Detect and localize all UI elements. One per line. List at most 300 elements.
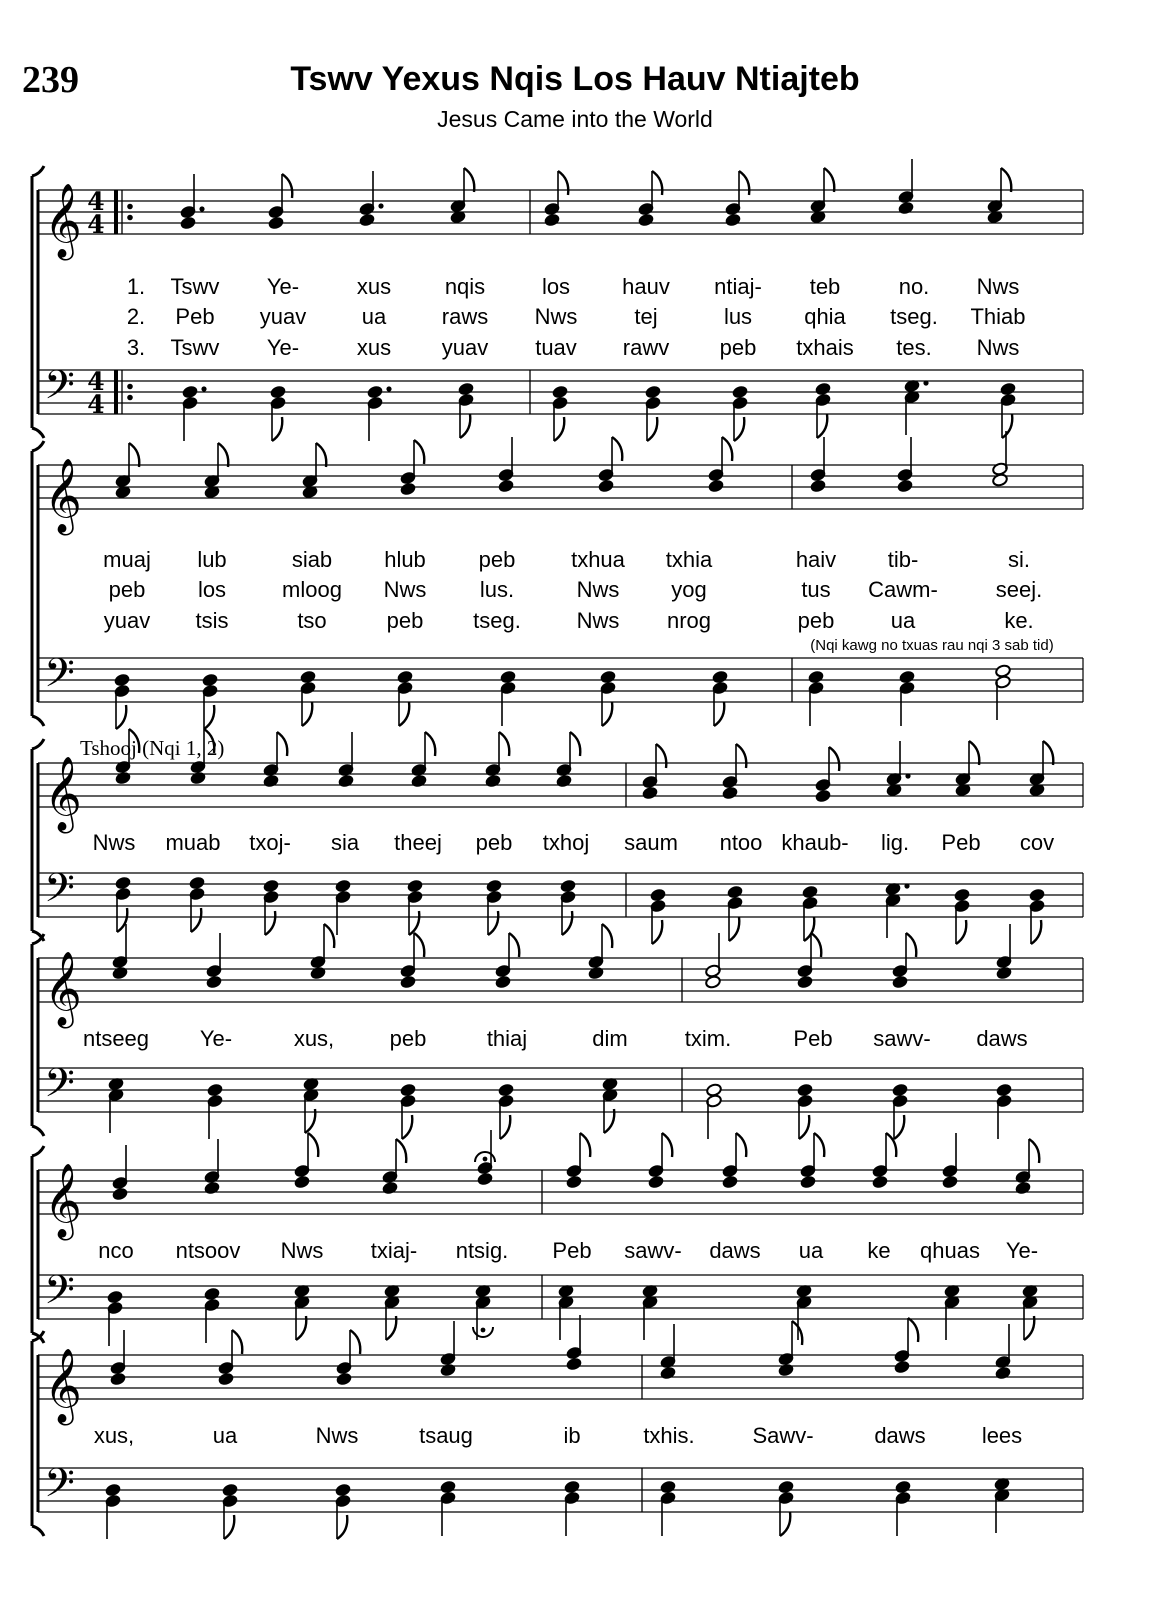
dot <box>904 883 909 888</box>
lyric-syllable: yuav <box>441 335 489 360</box>
lyric-syllable: xus <box>356 335 392 360</box>
note <box>189 876 206 932</box>
flag <box>824 168 834 192</box>
notehead <box>115 876 132 890</box>
flag <box>116 705 126 729</box>
lyric-syllable: ke <box>867 1238 891 1263</box>
lyric-syllable: ua <box>890 608 916 633</box>
note <box>338 732 355 788</box>
note <box>566 1315 583 1371</box>
note <box>400 933 425 989</box>
hymn-title: Tswv Yexus Nqis Los Hauv Ntiajteb <box>290 60 860 98</box>
notehead <box>800 1175 817 1189</box>
notehead <box>335 879 352 893</box>
lyric-syllable: Peb <box>552 1238 592 1263</box>
notehead <box>638 213 655 227</box>
note <box>706 1083 723 1139</box>
note <box>899 670 916 726</box>
note <box>107 1290 124 1346</box>
notehead <box>114 673 131 687</box>
note <box>898 159 915 215</box>
note <box>115 443 140 499</box>
lyric-syllable: lees <box>981 1423 1023 1448</box>
notehead <box>810 479 827 493</box>
lyric-syllable: ntiaj- <box>714 274 762 299</box>
bass-clef: 𝄢 <box>44 362 75 418</box>
flag <box>656 744 666 768</box>
note <box>263 732 288 788</box>
note <box>294 1284 311 1340</box>
lyric-syllable: peb <box>478 547 516 572</box>
lyric-syllable: peb <box>475 830 513 855</box>
lyric-syllable: tuav <box>535 335 577 360</box>
note <box>992 431 1009 487</box>
lyric-syllable: Nws <box>280 1238 324 1263</box>
flag <box>302 702 312 726</box>
notehead <box>556 774 573 788</box>
notehead <box>897 479 914 493</box>
flag <box>811 933 821 957</box>
lyric-syllable: los <box>541 274 571 299</box>
bass-clef: 𝄢 <box>44 1460 75 1516</box>
note <box>892 933 917 989</box>
flag <box>414 440 424 464</box>
notehead <box>778 1363 795 1377</box>
lyric-syllable: tsaug <box>419 1423 473 1448</box>
note <box>112 924 129 980</box>
flag <box>906 933 916 957</box>
repeat-dot <box>127 395 133 401</box>
flag <box>804 917 814 941</box>
lyric-syllable: lig. <box>880 830 910 855</box>
flag <box>129 443 139 467</box>
lyric-syllable: 1. <box>126 274 146 299</box>
notehead <box>105 1483 122 1497</box>
notehead <box>400 975 417 989</box>
flag <box>814 1133 824 1157</box>
bass-clef: 𝄢 <box>44 1267 75 1323</box>
note <box>268 174 293 230</box>
lyric-syllable: txhia <box>665 547 713 572</box>
lyric-syllable: yuav <box>103 608 151 633</box>
notehead <box>218 1372 235 1386</box>
lyric-syllable: Peb <box>941 830 981 855</box>
note <box>397 670 414 726</box>
note <box>588 924 613 980</box>
notehead <box>564 1480 581 1494</box>
note <box>105 1483 122 1539</box>
lyric-syllable: tsis <box>195 608 229 633</box>
notehead <box>112 1187 129 1201</box>
note <box>204 1139 221 1195</box>
notehead <box>995 1366 1012 1380</box>
notehead <box>942 1175 959 1189</box>
notehead <box>486 879 503 893</box>
notehead <box>797 1083 814 1097</box>
note <box>450 168 475 224</box>
note <box>558 1284 575 1340</box>
dot <box>199 206 204 211</box>
note <box>407 879 424 935</box>
notehead <box>206 975 223 989</box>
note <box>495 933 520 989</box>
notehead <box>898 201 915 215</box>
lyric-syllable: hlub <box>384 547 426 572</box>
flag <box>204 705 214 729</box>
note <box>602 1077 619 1133</box>
notehead <box>566 1175 583 1189</box>
note <box>1029 741 1054 797</box>
lyric-syllable: rawv <box>622 335 670 360</box>
flag <box>282 174 292 198</box>
lyric-syllable: peb <box>389 1026 427 1051</box>
note <box>797 933 822 989</box>
note <box>705 933 722 989</box>
lyric-syllable: mloog <box>282 577 342 602</box>
system-3 <box>32 736 1054 941</box>
note <box>204 1287 221 1343</box>
system-6 <box>32 1331 1022 1536</box>
lyric-syllable: theej <box>394 830 442 855</box>
flag <box>562 911 572 935</box>
note <box>1022 1284 1039 1340</box>
lyric-syllable: teb <box>809 274 841 299</box>
note <box>115 876 132 932</box>
notehead <box>660 1366 677 1380</box>
note <box>485 732 510 788</box>
notehead <box>650 888 667 902</box>
treble-clef: 𝄞 <box>44 1349 82 1423</box>
lyric-syllable: peb <box>797 608 835 633</box>
flag <box>324 924 334 948</box>
note <box>440 1321 457 1377</box>
note <box>206 933 223 989</box>
notehead <box>544 213 561 227</box>
flag <box>792 1321 802 1345</box>
lyric-syllable: txhais <box>796 335 854 360</box>
note <box>954 888 971 944</box>
notehead <box>400 1083 417 1097</box>
notehead <box>336 1372 353 1386</box>
note <box>263 879 280 935</box>
flag <box>956 920 966 944</box>
lyric-syllable: muab <box>165 830 221 855</box>
flag <box>218 443 228 467</box>
flag <box>570 732 580 756</box>
notehead <box>397 670 414 684</box>
fermata-dot <box>483 1157 488 1162</box>
note <box>335 1483 352 1539</box>
notehead <box>411 774 428 788</box>
flag <box>1029 1139 1039 1163</box>
note <box>796 1284 813 1340</box>
note <box>778 1480 795 1536</box>
lyric-syllable: cov <box>1019 830 1055 855</box>
note <box>180 174 205 230</box>
notehead <box>204 1287 221 1301</box>
note <box>382 1139 407 1195</box>
note <box>778 1321 803 1377</box>
flag <box>308 1133 318 1157</box>
note <box>722 744 747 800</box>
lyric-syllable: ntseeg <box>82 1026 150 1051</box>
flag <box>414 933 424 957</box>
flag <box>829 747 839 771</box>
lyric-syllable: lub <box>197 547 227 572</box>
flag <box>1002 414 1012 438</box>
flag <box>734 417 744 441</box>
lyric-syllable: yog <box>671 577 707 602</box>
note <box>114 673 131 729</box>
lyric-syllable: los <box>197 577 227 602</box>
note <box>552 385 569 441</box>
note <box>642 744 667 800</box>
flag <box>554 417 564 441</box>
notehead <box>189 876 206 890</box>
notehead <box>954 888 971 902</box>
flag <box>647 417 657 441</box>
flag <box>499 732 509 756</box>
note <box>996 924 1013 980</box>
lyric-syllable: tej <box>634 304 658 329</box>
note <box>222 1483 239 1539</box>
lyric-syllable: lus. <box>479 577 515 602</box>
note <box>498 1083 515 1139</box>
flag <box>969 741 979 765</box>
lyric-syllable: txhua <box>571 547 625 572</box>
dot <box>201 386 206 391</box>
time-signature-bottom: 4 <box>87 210 105 239</box>
notehead <box>722 786 739 800</box>
lyric-syllable: Sawv- <box>752 1423 814 1448</box>
flag <box>799 1115 809 1139</box>
flag <box>817 414 827 438</box>
flag <box>488 911 498 935</box>
dot <box>905 773 910 778</box>
note <box>885 882 910 938</box>
lyric-syllable: xus, <box>93 1423 135 1448</box>
note <box>815 382 832 438</box>
flag <box>272 417 282 441</box>
bass-staff <box>38 650 1083 706</box>
lyric-syllable: Ye- <box>266 335 300 360</box>
notehead <box>263 879 280 893</box>
note <box>270 385 287 441</box>
lyric-syllable: Thiab <box>970 304 1026 329</box>
note <box>302 443 327 499</box>
note <box>367 385 392 441</box>
note <box>108 1077 125 1133</box>
notehead <box>382 1181 399 1195</box>
note <box>112 1145 129 1201</box>
notehead <box>500 670 517 684</box>
note <box>560 879 577 935</box>
note <box>1015 1139 1040 1195</box>
notehead <box>182 385 199 399</box>
performance-note: (Nqi kawg no txuas rau nqi 3 sab tid) <box>810 637 1054 654</box>
notehead <box>107 1290 124 1304</box>
notehead <box>727 885 744 899</box>
flag <box>736 1133 746 1157</box>
flag <box>602 702 612 726</box>
flag <box>396 1139 406 1163</box>
flag <box>460 414 470 438</box>
flag <box>612 437 622 461</box>
note <box>411 732 436 788</box>
flag <box>500 1115 510 1139</box>
note <box>892 1083 909 1139</box>
flag <box>602 924 612 948</box>
flag <box>1001 168 1011 192</box>
lyric-syllable: Nws <box>576 608 620 633</box>
lyric-syllable: Cawm- <box>868 577 938 602</box>
lyric-syllable: no. <box>898 274 930 299</box>
note <box>486 879 503 935</box>
notehead <box>440 1363 457 1377</box>
note <box>544 171 569 227</box>
note <box>182 385 207 441</box>
bass-clef: 𝄢 <box>44 1060 75 1116</box>
notehead <box>222 1483 239 1497</box>
note <box>987 168 1012 224</box>
flag <box>580 1133 590 1157</box>
notehead <box>996 966 1013 980</box>
notehead <box>1015 1181 1032 1195</box>
lyric-syllable: tseg. <box>890 304 938 329</box>
flag <box>425 732 435 756</box>
notehead <box>872 1175 889 1189</box>
notehead <box>722 1175 739 1189</box>
hymn-number: 239 <box>22 59 79 101</box>
flag <box>894 1115 904 1139</box>
lyric-syllable: Peb <box>793 1026 833 1051</box>
note <box>638 171 663 227</box>
flag <box>739 171 749 195</box>
note <box>400 440 425 496</box>
flag <box>908 1318 918 1342</box>
lyric-syllable: ke. <box>1004 608 1034 633</box>
notehead <box>310 966 327 980</box>
note <box>384 1284 401 1340</box>
lyric-syllable: Nws <box>576 577 620 602</box>
flag <box>729 917 739 941</box>
note <box>994 1477 1011 1533</box>
note <box>1029 888 1046 944</box>
note <box>359 171 384 227</box>
notehead <box>1029 888 1046 902</box>
notehead <box>725 213 742 227</box>
notehead <box>732 385 749 399</box>
lyric-syllable: ua <box>798 1238 824 1263</box>
lyric-syllable: daws <box>874 1423 926 1448</box>
lyric-syllable: haiv <box>795 547 837 572</box>
notehead <box>112 966 129 980</box>
system-5 <box>32 1146 1038 1343</box>
note <box>300 670 317 726</box>
bass-clef: 𝄢 <box>44 650 75 706</box>
lyric-syllable: txhis. <box>643 1423 695 1448</box>
lyric-syllable: Ye- <box>266 274 300 299</box>
flag <box>224 1515 234 1539</box>
notehead <box>498 1083 515 1097</box>
lyric-syllable: peb <box>719 335 757 360</box>
flag <box>558 171 568 195</box>
bass-clef: 𝄢 <box>44 865 75 921</box>
lyric-syllable: Nws <box>534 304 578 329</box>
lyric-syllable: txhoj <box>542 830 590 855</box>
lyric-syllable: xus <box>356 274 392 299</box>
notehead <box>708 479 725 493</box>
notehead <box>566 1357 583 1371</box>
lyric-syllable: tes. <box>896 335 932 360</box>
note <box>895 1480 912 1536</box>
note <box>1000 382 1017 438</box>
lyric-syllable: ntsig. <box>455 1238 509 1263</box>
notehead <box>498 479 515 493</box>
lyric-syllable: ntsoov <box>175 1238 241 1263</box>
note <box>204 443 229 499</box>
lyric-syllable: daws <box>976 1026 1028 1051</box>
flag <box>402 1115 412 1139</box>
note <box>944 1284 961 1340</box>
notehead <box>588 966 605 980</box>
system-4 <box>32 934 1028 1136</box>
lyric-syllable: qhia <box>804 304 846 329</box>
lyric-syllable: xus, <box>293 1026 335 1051</box>
fermata-dot <box>481 1328 486 1333</box>
lyric-syllable: lus <box>723 304 753 329</box>
treble-clef: 𝄞 <box>44 757 82 831</box>
bass-staff <box>38 1460 1083 1516</box>
repeat-dot <box>127 384 133 390</box>
note <box>732 385 749 441</box>
notehead <box>899 670 916 684</box>
lyric-syllable: Ye- <box>1005 1238 1039 1263</box>
repeat-dot <box>127 204 133 210</box>
note <box>797 1083 814 1139</box>
note <box>815 747 840 803</box>
notehead <box>458 382 475 396</box>
flag <box>464 168 474 192</box>
flag <box>652 171 662 195</box>
treble-staff <box>38 952 1083 1029</box>
note <box>218 1330 243 1386</box>
dot <box>386 386 391 391</box>
notehead <box>338 774 355 788</box>
time-signature-bottom: 4 <box>87 390 105 419</box>
notehead <box>335 1483 352 1497</box>
treble-staff <box>38 459 1083 536</box>
notehead <box>263 774 280 788</box>
lyric-syllable: txiaj- <box>370 1238 418 1263</box>
flag <box>509 933 519 957</box>
note <box>645 385 662 441</box>
flag <box>191 908 201 932</box>
notehead <box>367 385 384 399</box>
notehead <box>642 786 659 800</box>
bass-staff <box>38 1060 1083 1116</box>
hymn-subtitle: Jesus Came into the World <box>437 106 713 132</box>
lyric-syllable: ntoo <box>719 830 763 855</box>
notehead <box>110 1372 127 1386</box>
lyric-syllable: dim <box>592 1026 628 1051</box>
note <box>556 732 581 788</box>
note <box>802 885 819 941</box>
dot <box>378 203 383 208</box>
notehead <box>802 885 819 899</box>
notehead <box>190 771 207 785</box>
flag <box>722 437 732 461</box>
